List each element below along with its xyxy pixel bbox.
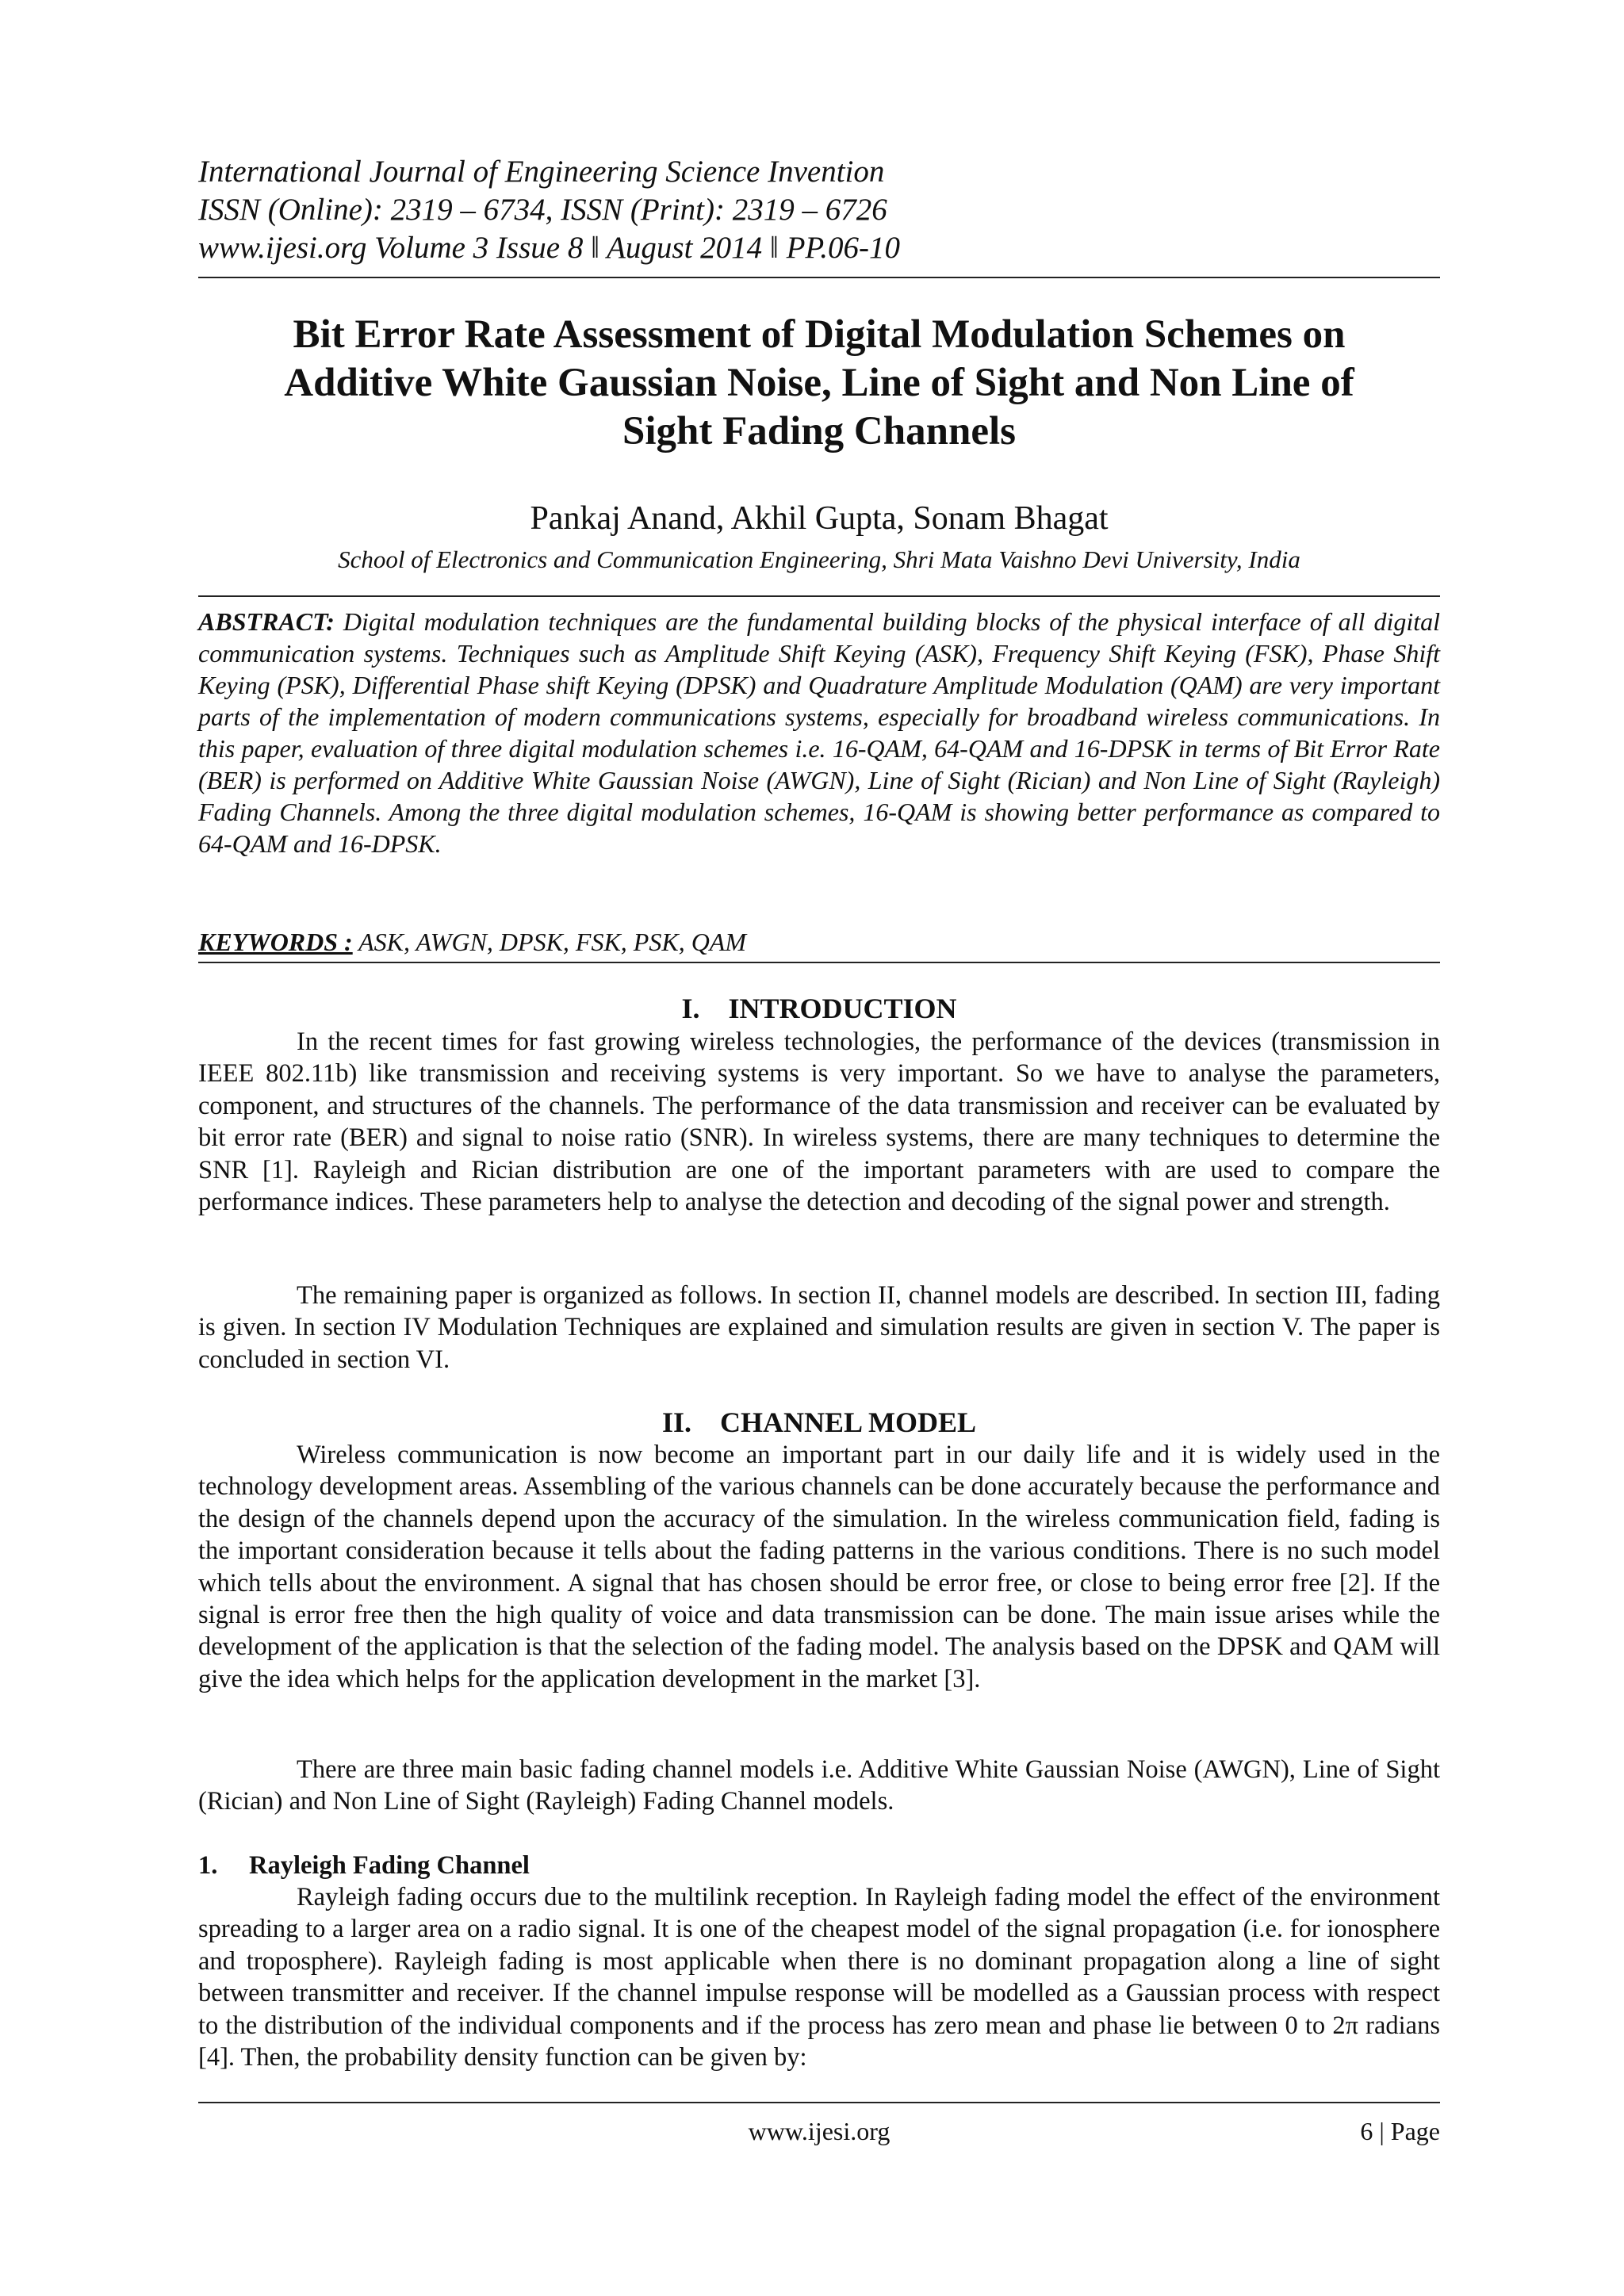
paper-page <box>198 0 1440 2296</box>
keywords <box>198 926 1440 958</box>
footer-website: www.ijesi.org <box>748 2117 891 2145</box>
header-rule <box>198 277 1440 278</box>
journal-name: International Journal of Engineering Science Invention <box>198 155 885 189</box>
title-line-2: Additive White Gaussian Noise, Line of Sight and Non Line of <box>284 361 1354 405</box>
author-affiliation: School of Electronics and Communication Engineering, Shri Mata Vaishno Devi University, India <box>338 545 1300 573</box>
title-line-1: Bit Error Rate Assessment of Digital Modulation Schemes on <box>293 312 1346 357</box>
footer-page-number: 6 | Page <box>1360 2117 1440 2145</box>
intro-paragraph-1: In the recent times for fast growing wireless technologies, the performance of the devices (transmission in IEEE 802.11b) like transmission and receiving systems is very important. So we have to analyse the parameters, component, and structures of the channels. The performance of the data transmission and receiver can be evaluated by bit error rate (BER) and signal to noise ratio (SNR). In wireless systems, there are many techniques to determine the SNR [1]. Rayleigh and Rician distribution are one of the important parameters with are used to compare the performance indices. These parameters help to analyse the detection and decoding of the signal power and strength. <box>198 1027 1440 1217</box>
paper-title <box>198 311 1440 456</box>
journal-issn: ISSN (Online): 2319 – 6734, ISSN (Print): 2319 – 6726 <box>198 193 887 227</box>
section-heading-channel-model: II. CHANNEL MODEL <box>661 1406 977 1438</box>
section-heading-introduction: I. INTRODUCTION <box>681 993 957 1024</box>
journal-header <box>198 153 1440 267</box>
abstract-label: ABSTRACT: <box>198 607 335 636</box>
footer-rule <box>198 2102 1440 2103</box>
keywords-label: KEYWORDS : <box>198 928 353 956</box>
abstract-text: Digital modulation techniques are the fundamental building blocks of the physical interface of all digital communication systems. Techniques such as Amplitude Shift Keying (ASK), Frequency Shift Keying (FSK), Phase Shift Keying (PSK), Differential Phase shift Keying (DPSK) and Quadrature Amplitude Modulation (QAM) are very important parts of the implementation of modern communications systems, especially for broadband wireless communications. In this paper, evaluation of three digital modulation schemes i.e. 16-QAM, 64-QAM and 16-DPSK in terms of Bit Error Rate (BER) is performed on Additive White Gaussian Noise (AWGN), Line of Sight (Rician) and Non Line of Sight (Rayleigh) Fading Channels. Among the three digital modulation schemes, 16-QAM is showing better performance as compared to 64-QAM and 16-DPSK. <box>198 607 1440 858</box>
channel-paragraph-1: Wireless communication is now become an important part in our daily life and it is widely used in the technology development areas. Assembling of the various channels can be done accurately because the performance and the design of the channels depend upon the accuracy of the simulation. In the wireless communication field, fading is the important consideration because it tells about the fading patterns in the various conditions. There is no such model which tells about the environment. A signal that has chosen should be error free, or close to being error free [2]. If the signal is error free then the high quality of voice and data transmission can be done. The main issue arises while the development of the application is that the selection of the fading model. The analysis based on the DPSK and QAM will give the idea which helps for the application development in the market [3]. <box>198 1441 1440 1693</box>
abstract-top-rule <box>198 595 1440 597</box>
title-line-3: Sight Fading Channels <box>622 409 1016 453</box>
channel-paragraph-2: There are three main basic fading channel models i.e. Additive White Gaussian Noise (AWGN), Line of Sight (Rician) and Non Line of Sight (Rayleigh) Fading Channel models. <box>198 1755 1440 1816</box>
rayleigh-paragraph-1: Rayleigh fading occurs due to the multilink reception. In Rayleigh fading model the effect of the environment spreading to a larger area on a radio signal. It is one of the cheapest model of the signal propagation (i.e. for ionosphere and troposphere). Rayleigh fading is most applicable when there is no dominant propagation along a line of sight between transmitter and receiver. If the channel impulse response will be modelled as a Gaussian process with respect to the distribution of the individual components and if the process has zero mean and phase lie between 0 to 2π radians [4]. Then, the probability density function can be given by: <box>198 1883 1440 2072</box>
intro-paragraph-2: The remaining paper is organized as follows. In section II, channel models are described. In section III, fading is given. In section IV Modulation Techniques are explained and simulation results are given in section V. The paper is concluded in section VI. <box>198 1281 1440 1374</box>
keywords-rule <box>198 962 1440 963</box>
abstract <box>198 606 1440 859</box>
keywords-text: ASK, AWGN, DPSK, FSK, PSK, QAM <box>352 928 746 956</box>
subsection-heading-rayleigh: 1. Rayleigh Fading Channel <box>198 1851 530 1880</box>
journal-volume: www.ijesi.org Volume 3 Issue 8 ǁ August 2014 ǁ PP.06-10 <box>198 231 900 265</box>
author-list: Pankaj Anand, Akhil Gupta, Sonam Bhagat <box>530 500 1109 537</box>
